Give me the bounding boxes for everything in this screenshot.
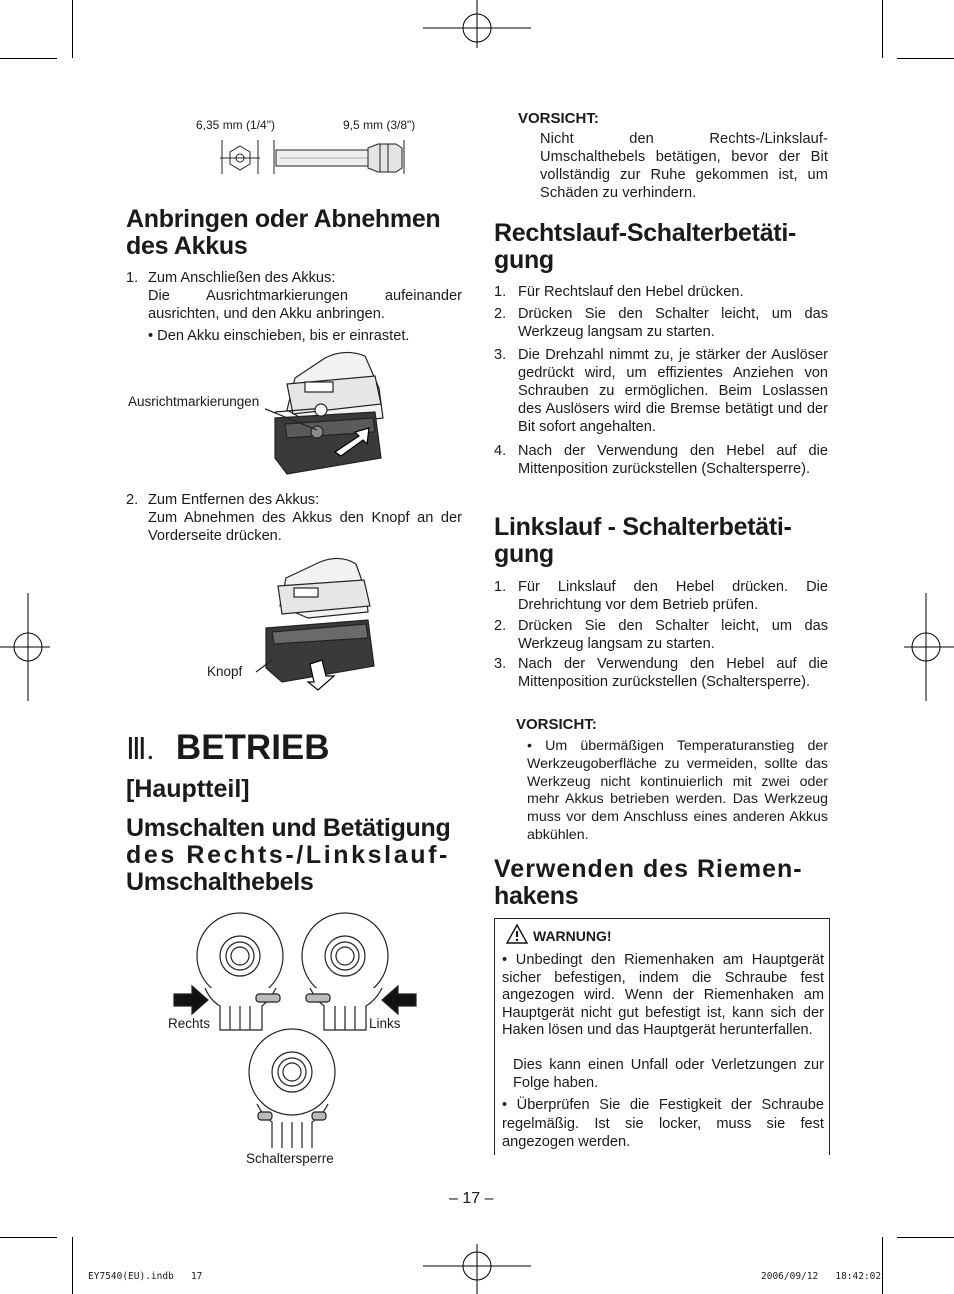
step-text: Die Ausrichtmarkierungen aufeinander ausrichten, und den Akku anbringen. [148,288,462,322]
list-item [494,346,828,442]
item-text: Die Drehzahl nimmt zu, je stärker der Auslöser gedrückt wird, um effizientes Anziehen von Schrauben zu ermöglichen. Beim Loslassen des Auslösers wird die Bremse betätigt und der Bit sofort angehalten. [518,347,828,435]
linkslauf-section-title [494,514,834,568]
linkslauf-list [494,578,828,713]
akku-step-2 [126,491,462,545]
step-body [148,491,462,545]
chapter-title: BETRIEB [175,728,330,767]
akku-title-line1: Anbringen oder Abnehmen [126,205,441,233]
list-item [494,655,828,713]
links-label: Links [369,1016,401,1031]
step-bullet: • Den Akku einschieben, bis er einrastet. [148,328,410,344]
item-text: Für Linkslauf den Hebel drücken. Die Drehrichtung vor dem Betrieb prüfen. [518,579,828,613]
rechtslauf-title-line2: gung [494,246,554,274]
item-text: Drücken Sie den Schalter leicht, um das Werkzeug langsam zu starten. [518,306,828,340]
list-item [494,617,828,655]
riemen-section-title [494,856,834,910]
warning-heading: WARNUNG! [533,928,612,944]
list-item [494,305,828,346]
step-title: Zum Entfernen des Akkus: [148,492,320,508]
umschalten-title-line1: Umschalten und Betätigung [126,814,451,842]
umschalten-title-line3: Umschalthebels [126,868,314,896]
step-body [148,269,462,345]
footer-date: 2006/09/12 18:42:02 [761,1271,882,1282]
umschalten-section-title [126,815,462,896]
akku-title-line2: des Akkus [126,232,248,260]
vorsicht-heading-linkslauf: VORSICHT: [516,716,597,733]
warning-bullet-1b: Dies kann einen Unfall oder Verletzungen zur Folge haben. [513,1057,824,1091]
warning-triangle-icon [506,924,528,944]
rechts-label: Rechts [168,1016,211,1031]
chapter-heading [126,728,330,770]
knopf-label: Knopf [207,664,243,679]
bit-size-label: 9,5 mm (3/8") [343,118,416,132]
item-number: 3. [494,347,507,363]
bit-diagram [220,134,410,176]
item-number: 3. [494,656,507,672]
chapter-roman: Ⅲ. [126,733,155,766]
vorsicht-heading-top: VORSICHT: [518,110,599,127]
item-text: Drücken Sie den Schalter leicht, um das Werkzeug langsam zu starten. [518,618,828,652]
alignment-marks-label: Ausrichtmarkierungen [128,394,260,409]
linkslauf-title-line2: gung [494,540,554,568]
item-number: 1. [494,579,507,595]
rechtslauf-list [494,283,828,500]
footer-file: EY7540(EU).indb 17 [88,1271,203,1282]
akku-section-title [126,206,466,260]
schaltersperre-label: Schaltersperre [246,1151,334,1166]
list-item [494,283,828,305]
battery-remove-figure [252,556,392,691]
item-text: Nach der Verwendung den Hebel auf die Mittenposition zurückstellen (Schaltersperre). [518,443,828,477]
riemen-title-line1: Verwenden des Riemen- [494,855,803,883]
akku-step-1 [126,269,462,345]
step-title: Zum Anschließen des Akkus: [148,270,336,286]
item-number: 1. [494,284,507,300]
step-number: 2. [126,492,139,508]
warning-bullet-1: • Unbedingt den Riemenhaken am Hauptgerät sicher befestigen, indem die Schraube fest angezogen wird. Wenn der Riemenhaken am Hauptgerät nicht gut befestigt ist, kann sich der Haken lösen und das Hauptgerät herunterfallen. [502,952,824,1039]
list-item [494,442,828,500]
vorsicht-text-linkslauf: • Um übermäßigen Temperaturanstieg der Werkzeugoberfläche zu vermeiden, sollte das Werkzeug nicht kontinuierlich mit zwei oder mehr Akkus betrieben werden. Das Werkzeug muss vor dem Anschluss eines anderen Akkus abkühlen. [527,738,828,843]
page-number: – 17 – [449,1190,494,1207]
item-number: 2. [494,306,507,322]
subheading-hauptteil: [Hauptteil] [126,775,250,803]
item-number: 4. [494,443,507,459]
umschalten-title-line2: des Rechts-/Linkslauf- [126,841,450,869]
item-text: Nach der Verwendung den Hebel auf die Mittenposition zurückstellen (Schaltersperre). [518,656,828,690]
warning-bullet-2: • Überprüfen Sie die Festigkeit der Schraube regelmäßig. Ist sie locker, muss sie fest angezogen werden. [502,1097,824,1150]
list-item [494,578,828,617]
linkslauf-title-line1: Linkslauf - Schalterbetäti- [494,513,792,541]
vorsicht-text-top: Nicht den Rechts-/Linkslauf-Umschalthebels betätigen, bevor der Bit vollständig zur Ruhe gekommen ist, um Schäden zu verhindern. [540,131,828,201]
step-text: Zum Abnehmen des Akkus den Knopf an der Vorderseite drücken. [148,510,462,544]
item-text: Für Rechtslauf den Hebel drücken. [518,284,744,300]
item-number: 2. [494,618,507,634]
rechtslauf-section-title [494,220,834,274]
hex-size-label: 6,35 mm (1/4") [196,118,275,132]
riemen-title-line2: hakens [494,882,579,910]
rechtslauf-title-line1: Rechtslauf-Schalterbetäti- [494,219,796,247]
step-number: 1. [126,270,139,286]
battery-attach-figure [265,348,395,483]
